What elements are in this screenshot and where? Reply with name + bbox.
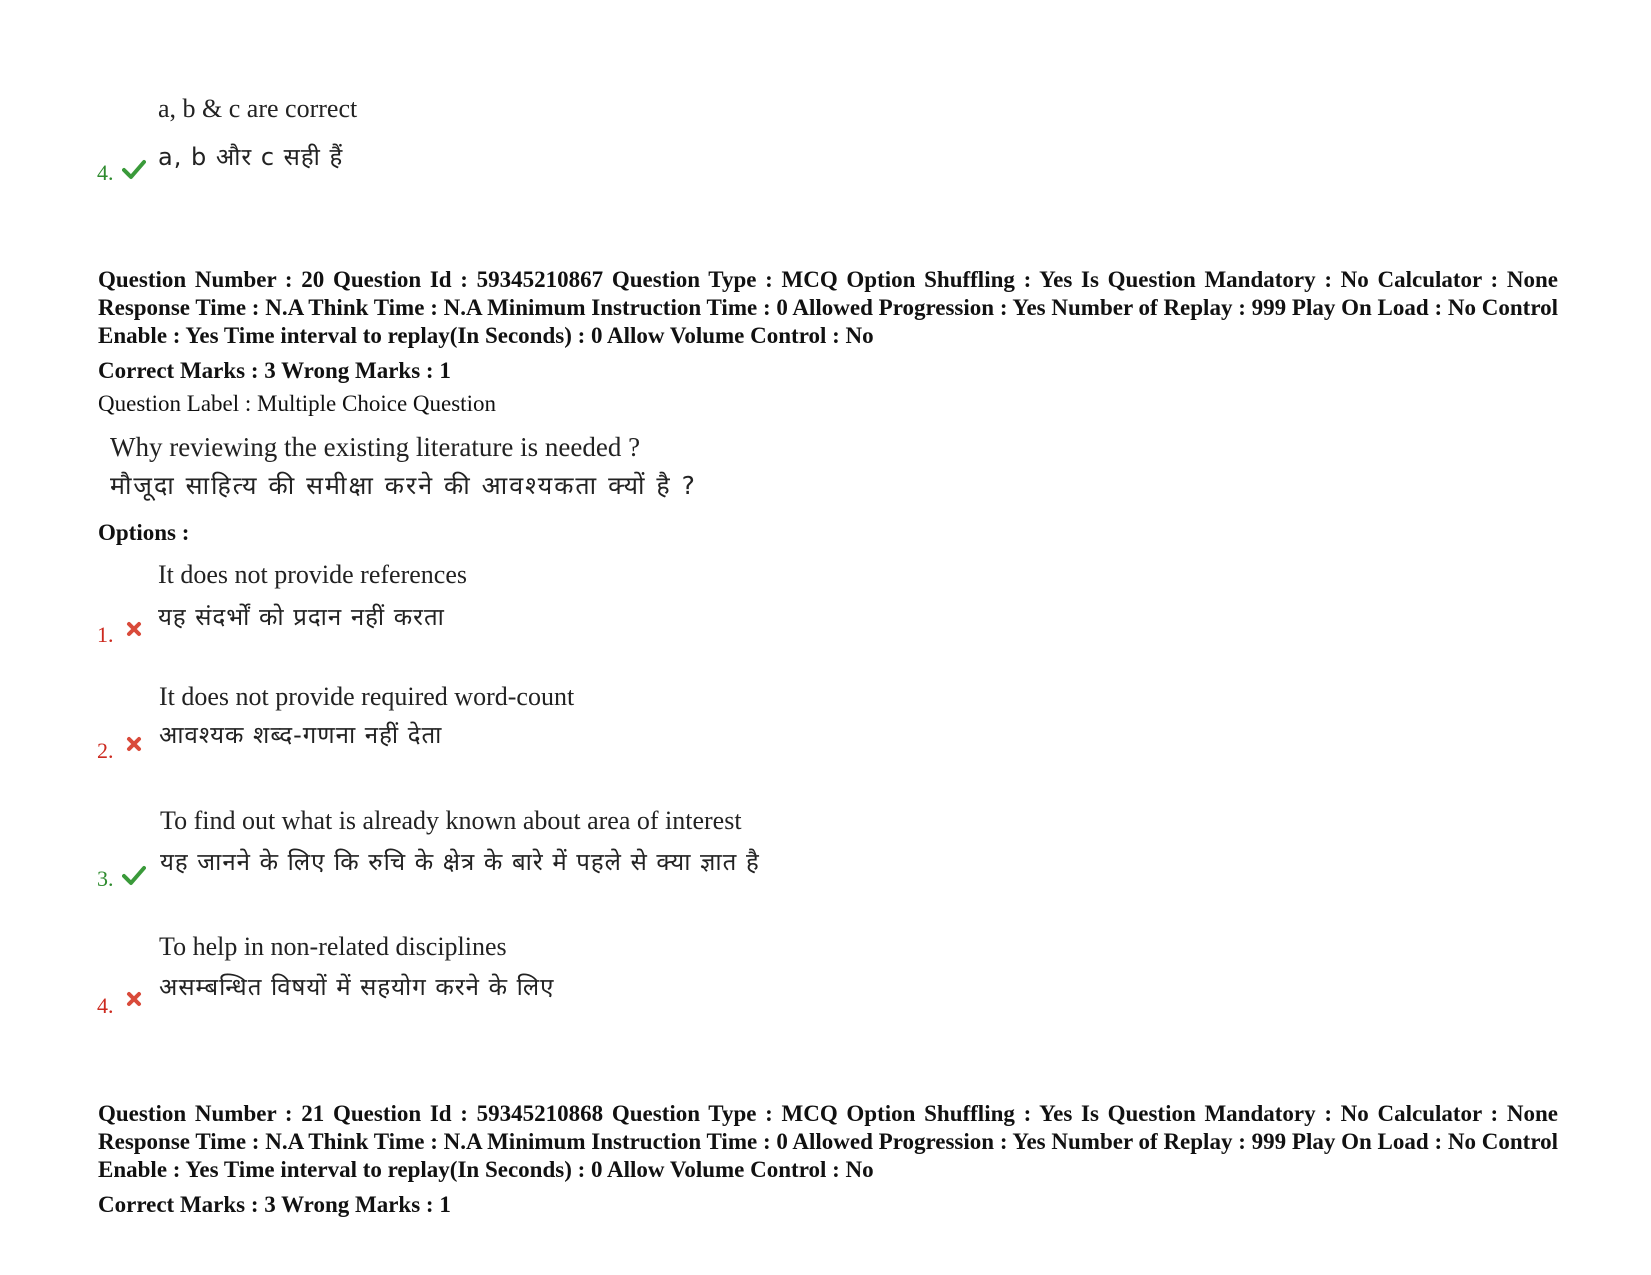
option-number: 2. [97,738,114,763]
option-text-hi: a, b और c सही हैं [158,143,344,171]
option-text-en: To find out what is already known about area of interest [160,806,742,835]
option-number: 4. [97,993,114,1018]
option-text-en: a, b & c are correct [158,94,358,123]
option-number: 4. [97,160,114,185]
question-meta: Question Number : 21 Question Id : 59345210868 Question Type : MCQ Option Shuffling : Yes Is Question Mandatory : No Calculator : None Response Time : N.A Think Time : N.A Minimum Instruction Time : 0 Allowed Progression : Yes Number of Replay : 999 Play On Load : No Control Enable : Yes Time interval to replay(In Seconds) : 0 Allow Volume Control : No [98,1101,1558,1182]
option-text-hi: असम्बन्धित विषयों में सहयोग करने के लिए [159,973,555,1001]
options-title: Options : [98,520,190,545]
check-icon [122,158,146,180]
option-text-hi: आवश्यक शब्द-गणना नहीं देता [159,721,443,749]
option-text-en: It does not provide references [158,560,467,589]
question-text-hi: मौजूदा साहित्य की समीक्षा करने की आवश्यकता क्यों है ? [110,471,697,500]
option-text-hi: यह संदर्भों को प्रदान नहीं करता [158,603,445,631]
question-marks: Correct Marks : 3 Wrong Marks : 1 [98,358,451,383]
option-text-en: It does not provide required word-count [159,682,575,711]
option-text-hi: यह जानने के लिए कि रुचि के क्षेत्र के बारे में पहले से क्या ज्ञात है [160,848,760,876]
cross-icon [126,990,142,1008]
check-icon [122,864,146,886]
question-meta: Question Number : 20 Question Id : 59345210867 Question Type : MCQ Option Shuffling : Yes Is Question Mandatory : No Calculator : None Response Time : N.A Think Time : N.A Minimum Instruction Time : 0 Allowed Progression : Yes Number of Replay : 999 Play On Load : No Control Enable : Yes Time interval to replay(In Seconds) : 0 Allow Volume Control : No [98,267,1558,348]
cross-icon [126,620,142,638]
option-number: 3. [97,866,114,891]
cross-icon [126,735,142,753]
question-marks: Correct Marks : 3 Wrong Marks : 1 [98,1192,451,1217]
question-text-en: Why reviewing the existing literature is needed ? [110,432,641,462]
option-number: 1. [97,622,114,647]
option-text-en: To help in non-related disciplines [159,932,507,961]
question-label: Question Label : Multiple Choice Question [98,391,496,416]
